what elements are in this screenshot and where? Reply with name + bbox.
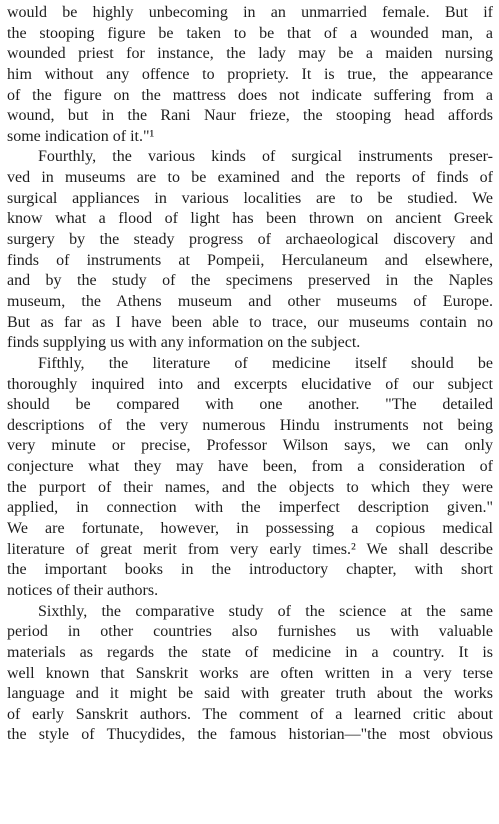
- text-line: period in other countries also furnishes us with valuable: [7, 623, 493, 641]
- text-line: museum, the Athens museum and other museums of Europe.: [7, 292, 493, 310]
- text-line: the stooping figure be taken to be that of a wounded man, a: [7, 24, 493, 42]
- text-line: him without any offence to propriety. It is true, the appearance: [7, 65, 493, 83]
- text-line: materials as regards the state of medicine in a country. It is: [7, 643, 493, 661]
- text-line: applied, in connection with the imperfect description given.": [7, 499, 493, 517]
- text-line: surgical appliances in various localities are to be studied. We: [7, 189, 493, 207]
- text-line: should be compared with one another. "The detailed: [7, 396, 493, 414]
- text-line: ved in museums are to be examined and the reports of finds of: [7, 169, 493, 187]
- text-line: finds supplying us with any information on the subject.: [7, 334, 361, 352]
- text-line: the style of Thucydides, the famous historian—"the most obvious: [7, 726, 493, 744]
- text-line: the purport of their names, and the objects to which they were: [7, 478, 493, 496]
- text-line: would be highly unbecoming in an unmarried female. But if: [7, 4, 493, 21]
- text-line: descriptions of the very numerous Hindu instruments not being: [7, 416, 493, 434]
- text-line: Fifthly, the literature of medicine itself should be: [38, 354, 493, 372]
- text-line: of the figure on the mattress does not indicate suffering from a: [7, 86, 493, 104]
- text-line: language and it might be said with greater truth about the works: [7, 685, 493, 703]
- text-line: notices of their authors.: [7, 581, 159, 599]
- text-line: literature of great merit from very early times.² We shall describe: [7, 540, 493, 558]
- text-line: some indication of it."¹: [7, 127, 155, 145]
- text-line: and by the study of the specimens preserved in the Naples: [7, 272, 493, 290]
- body-text: [7, 3, 493, 746]
- text-line: wounded priest for instance, the lady may be a maiden nursing: [7, 45, 493, 63]
- text-line: Sixthly, the comparative study of the science at the same: [38, 602, 493, 620]
- text-line: know what a flood of light has been thrown on ancient Greek: [7, 210, 493, 228]
- text-line: very minute or precise, Professor Wilson says, we can only: [7, 437, 493, 455]
- paragraph: [7, 602, 493, 746]
- text-line: of early Sanskrit authors. The comment of a learned critic about: [7, 705, 493, 723]
- text-line: finds of instruments at Pompeii, Herculaneum and elsewhere,: [7, 251, 493, 269]
- text-line: Fourthly, the various kinds of surgical instruments preser-: [38, 148, 493, 166]
- text-line: surgery by the steady progress of archaeological discovery and: [7, 231, 493, 249]
- paragraph: [7, 354, 493, 602]
- paragraph: [7, 3, 493, 147]
- text-line: the important books in the introductory chapter, with short: [7, 561, 493, 579]
- text-line: We are fortunate, however, in possessing a copious medical: [7, 520, 493, 538]
- text-line: But as far as I have been able to trace, our museums contain no: [7, 313, 493, 331]
- text-line: well known that Sanskrit works are often written in a very terse: [7, 664, 493, 682]
- paragraph: [7, 147, 493, 353]
- text-line: wound, but in the Rani Naur frieze, the stooping head affords: [7, 107, 493, 125]
- text-line: thoroughly inquired into and excerpts elucidative of our subject: [7, 375, 493, 393]
- text-line: conjecture what they may have been, from a consideration of: [7, 458, 493, 476]
